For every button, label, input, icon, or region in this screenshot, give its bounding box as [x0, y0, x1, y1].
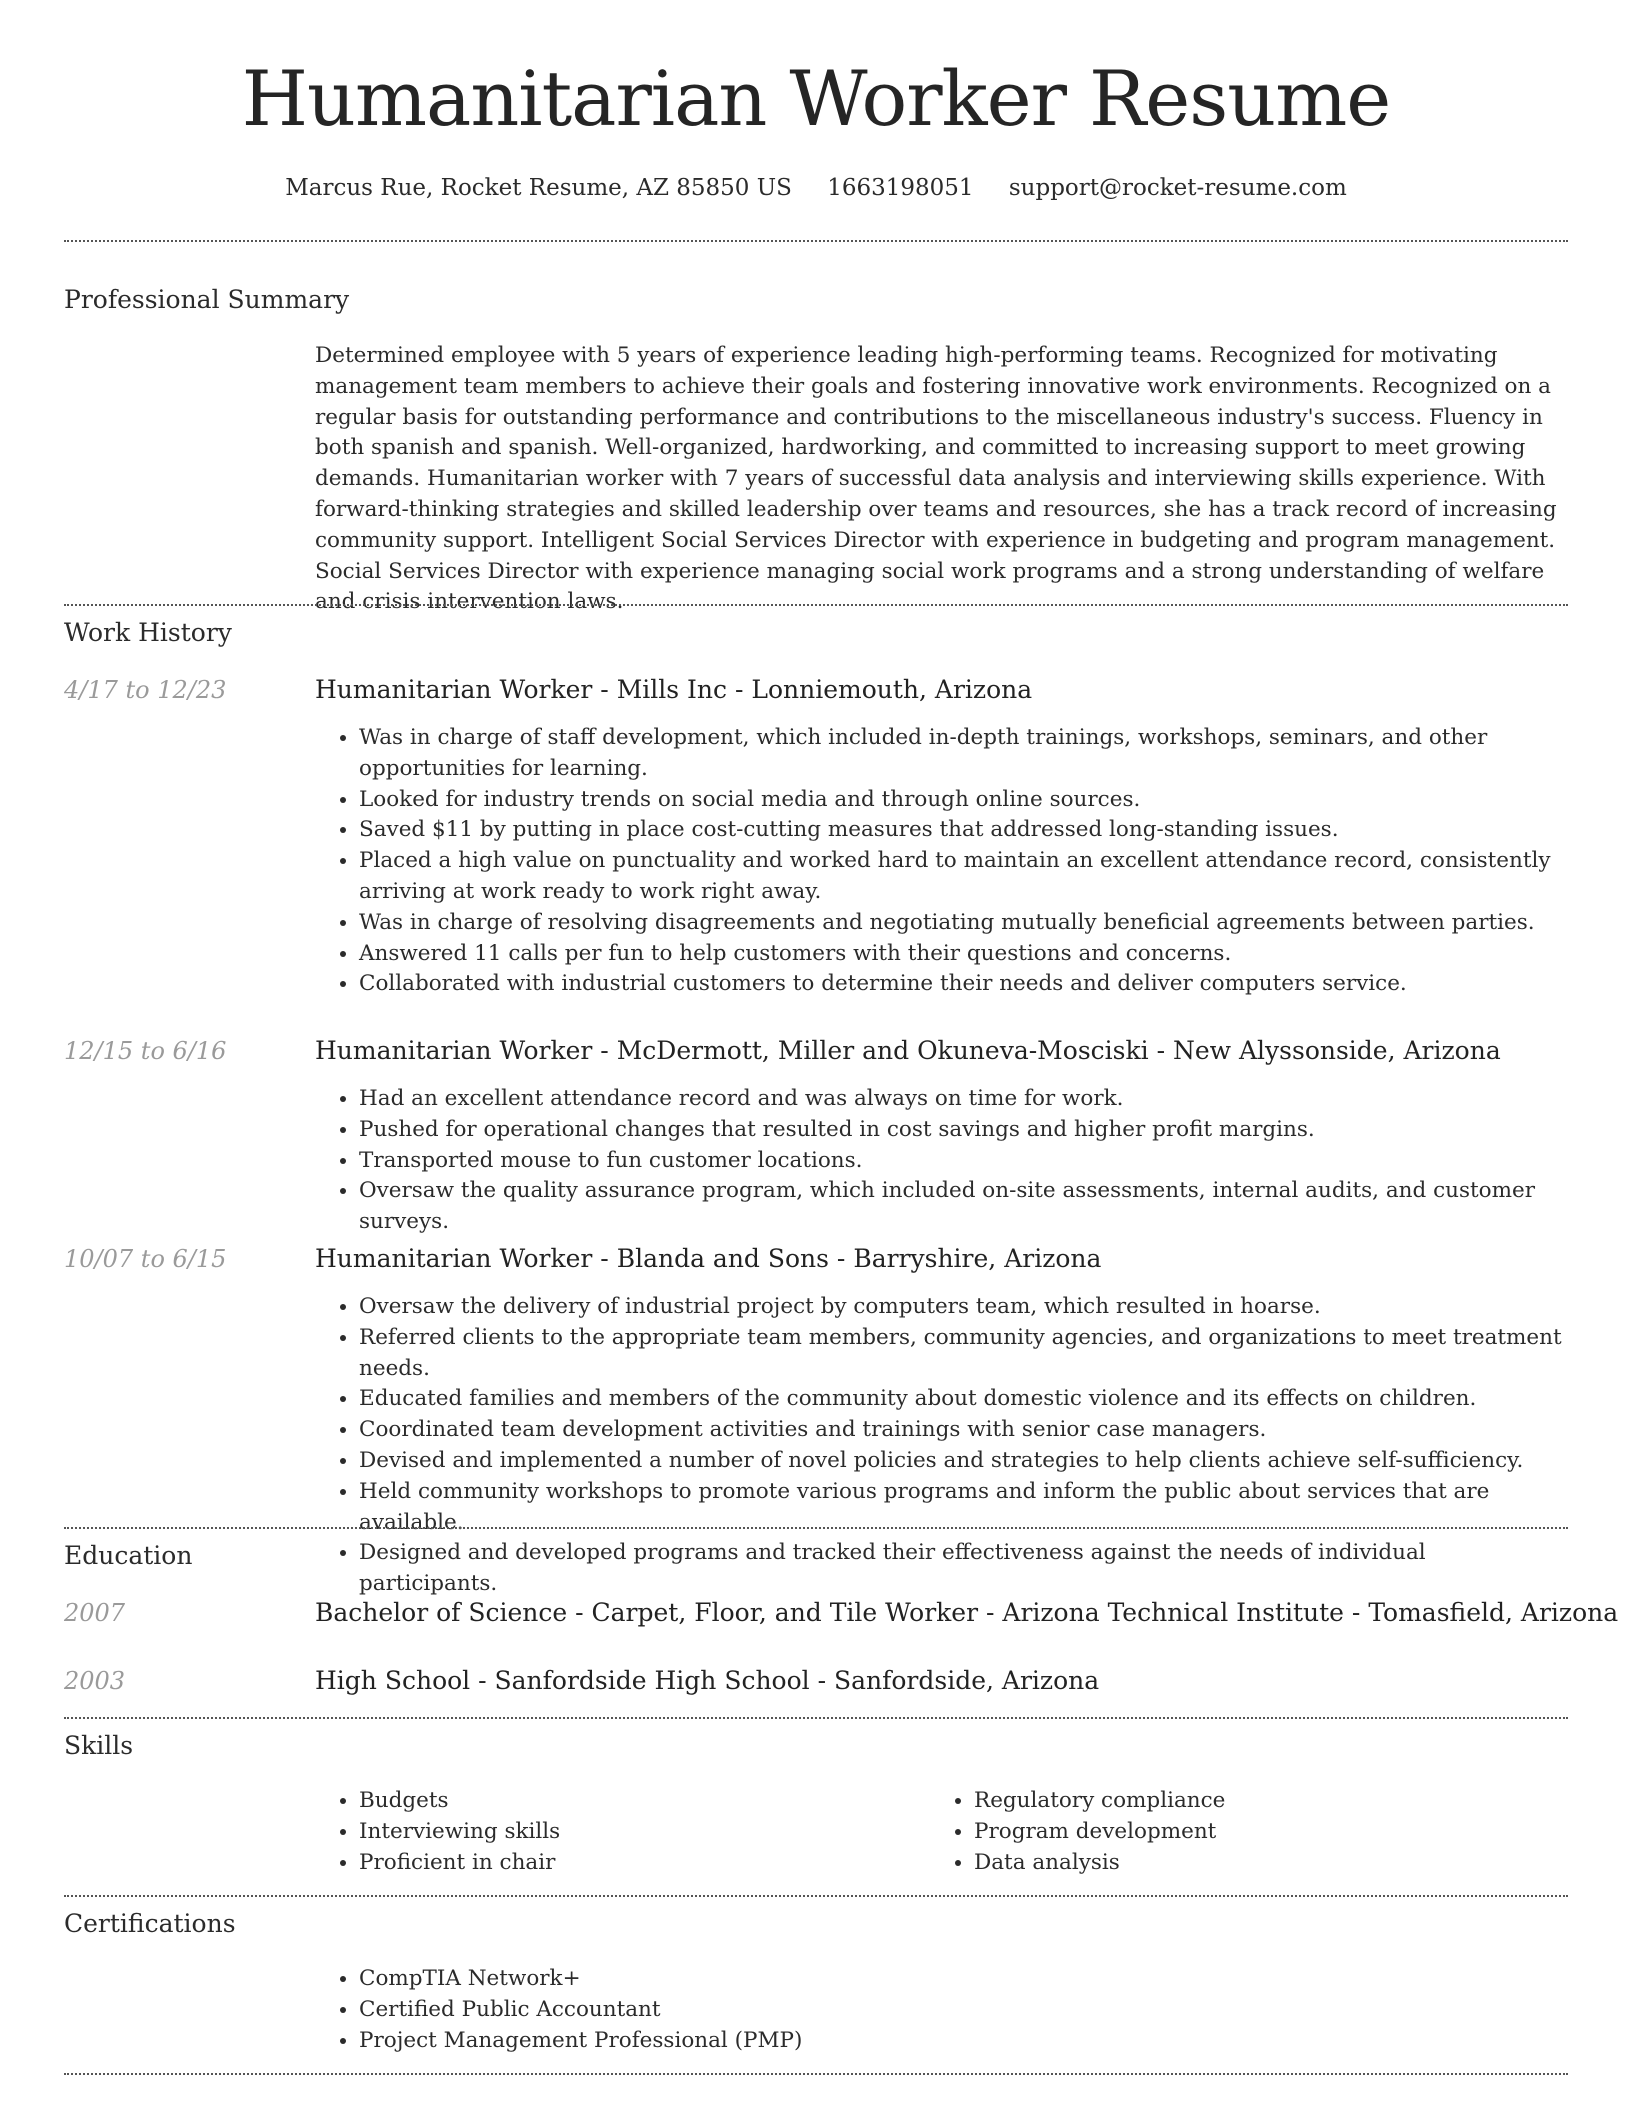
- summary-text: Determined employee with 5 years of experience leading high-performing teams. Recognized for motivating management team members to achieve their goals and fostering innovative work environments. Recognized on a regular basis for outstanding performance and contributions to the miscellaneous industry's success. Fluency in both spanish and spanish. Well-organized, hardworking, and committed to increasing support to meet growing demands. Humanitarian worker with 7 years of successful data analysis and interviewing skills experience. With forward-thinking strategies and skilled leadership over teams and resources, she has a track record of increasing community support. Intelligent Social Services Director with experience in budgeting and program management. Social Services Director with experience managing social work programs and a strong understanding of welfare and crisis intervention laws.: [315, 343, 1557, 615]
- job-bullet: • Oversaw the quality assurance program, which included on-site assessments, internal audits, and customer surveys.: [359, 1176, 1568, 1238]
- job-bullets: [315, 723, 1568, 1000]
- job-title: Humanitarian Worker - McDermott, Miller and Okuneva-Mosciski - New Alyssonside, Arizona: [315, 1036, 1501, 1065]
- job-bullet: • Held community workshops to promote various programs and inform the public about services that are available.: [359, 1477, 1568, 1539]
- certifications-heading: Certifications: [64, 1909, 236, 1938]
- job-title: Humanitarian Worker - Blanda and Sons - Barryshire, Arizona: [315, 1244, 1102, 1273]
- job-bullet: • Designed and developed programs and tracked their effectiveness against the needs of individual participants.: [359, 1538, 1568, 1600]
- summary-heading: Professional Summary: [64, 285, 350, 314]
- job-bullet: • Educated families and members of the community about domestic violence and its effects on children.: [359, 1384, 1568, 1415]
- job-bullet: • Referred clients to the appropriate team members, community agencies, and organizations to meet treatment needs.: [359, 1323, 1568, 1385]
- job-bullet: • Looked for industry trends on social media and through online sources.: [359, 785, 1568, 816]
- job-bullets: [315, 1084, 1568, 1238]
- skill-item: • Budgets: [359, 1786, 929, 1817]
- contact-phone: 1663198051: [827, 175, 974, 201]
- skill-item: • Data analysis: [974, 1848, 1568, 1879]
- section-divider: [64, 604, 1568, 606]
- job-dates: 4/17 to 12/23: [64, 676, 227, 704]
- section-divider: [64, 2073, 1568, 2075]
- resume-title: Humanitarian Worker Resume: [241, 54, 1391, 143]
- skill-item: • Interviewing skills: [359, 1817, 929, 1848]
- section-divider: [64, 1527, 1568, 1529]
- contact-address: Marcus Rue, Rocket Resume, AZ 85850 US: [285, 175, 792, 201]
- job-bullet: • Answered 11 calls per fun to help customers with their questions and concerns.: [359, 939, 1568, 970]
- skill-item: • Proficient in chair: [359, 1848, 929, 1879]
- skills-list-right: [930, 1786, 1568, 1878]
- skills-heading: Skills: [64, 1731, 134, 1760]
- certification-item: • Certified Public Accountant: [359, 1995, 1568, 2026]
- job-bullet: • Collaborated with industrial customers to determine their needs and deliver computers service.: [359, 969, 1568, 1000]
- certification-item: • CompTIA Network+: [359, 1964, 1568, 1995]
- education-entry: [64, 1665, 1568, 1699]
- job-bullet: • Devised and implemented a number of novel policies and strategies to help clients achieve self-sufficiency.: [359, 1446, 1568, 1477]
- section-divider: [64, 240, 1568, 242]
- education-year: 2007: [64, 1599, 126, 1627]
- job-bullet: • Was in charge of resolving disagreements and negotiating mutually beneficial agreements between parties.: [359, 908, 1568, 939]
- job-bullets: [315, 1292, 1568, 1600]
- education-entry: [64, 1597, 1619, 1631]
- job-bullet: • Was in charge of staff development, which included in-depth trainings, workshops, seminars, and other opportunities for learning.: [359, 723, 1568, 785]
- education-detail: High School - Sanfordside High School - Sanfordside, Arizona: [315, 1666, 1100, 1695]
- section-divider: [64, 1717, 1568, 1719]
- job-bullet: • Saved $11 by putting in place cost-cutting measures that addressed long-standing issues.: [359, 815, 1568, 846]
- job-bullet: • Had an excellent attendance record and was always on time for work.: [359, 1084, 1568, 1115]
- job-bullet: • Oversaw the delivery of industrial project by computers team, which resulted in hoarse.: [359, 1292, 1568, 1323]
- certification-item: • Project Management Professional (PMP): [359, 2026, 1568, 2057]
- job-bullet: • Transported mouse to fun customer locations.: [359, 1146, 1568, 1177]
- job-dates: 12/15 to 6/16: [64, 1037, 227, 1065]
- education-year: 2003: [64, 1667, 126, 1695]
- education-heading: Education: [64, 1541, 193, 1570]
- job-bullet: • Coordinated team development activities and trainings with senior case managers.: [359, 1415, 1568, 1446]
- contact-email: support@rocket-resume.com: [1008, 175, 1347, 201]
- skill-item: • Regulatory compliance: [974, 1786, 1568, 1817]
- contact-line: [64, 172, 1568, 204]
- job-bullet: • Pushed for operational changes that resulted in cost savings and higher profit margins.: [359, 1115, 1568, 1146]
- work-history-heading: Work History: [64, 618, 232, 647]
- section-divider: [64, 1895, 1568, 1897]
- skills-list-left: [315, 1786, 929, 1878]
- job-title: Humanitarian Worker - Mills Inc - Lonniemouth, Arizona: [315, 675, 1033, 704]
- education-detail: Bachelor of Science - Carpet, Floor, and Tile Worker - Arizona Technical Institute - Tomasfield, Arizona: [315, 1598, 1619, 1627]
- job-bullet: • Placed a high value on punctuality and worked hard to maintain an excellent attendance record, consistently arriving at work ready to work right away.: [359, 846, 1568, 908]
- skill-item: • Program development: [974, 1817, 1568, 1848]
- certifications-list: [315, 1964, 1568, 2056]
- job-dates: 10/07 to 6/15: [64, 1245, 227, 1273]
